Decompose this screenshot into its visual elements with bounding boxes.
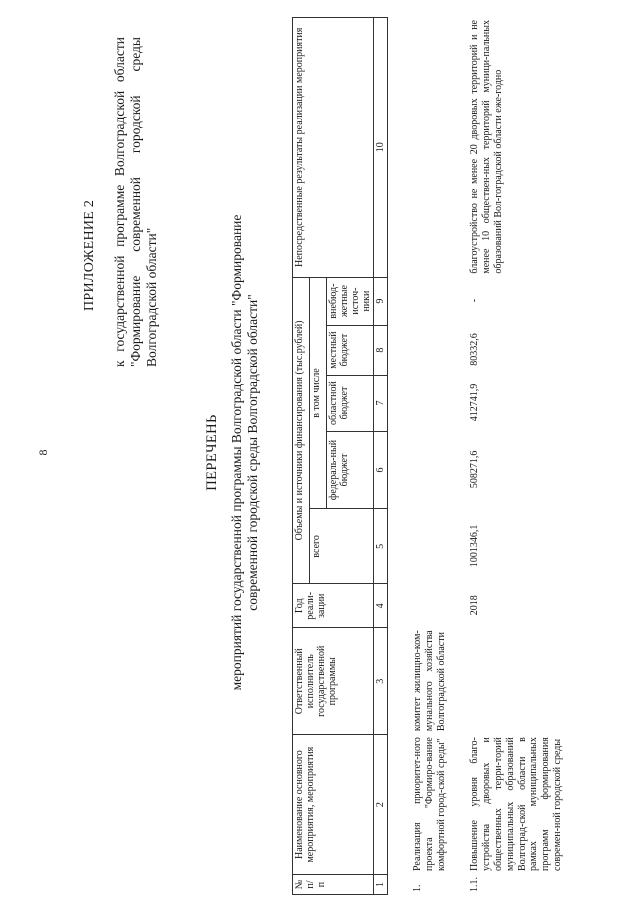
column-number: 4: [374, 584, 388, 628]
appendix-block: [82, 37, 161, 367]
header-regional: областной бюджет: [327, 375, 374, 431]
appendix-text: к государственной программе Волгоградской области "Формирование современной городской среды Волгоградской области": [112, 37, 160, 367]
document-title: ПЕРЕЧЕНЬ: [204, 414, 220, 491]
row-federal: 508271,6: [469, 450, 481, 489]
column-number: 2: [374, 735, 388, 875]
table-row: [469, 17, 563, 895]
row-num: 1.: [412, 884, 423, 892]
header-num: № п/п: [293, 875, 374, 895]
table-row: [412, 17, 469, 895]
header-name: Наименование основного мероприятия, мероприятия: [293, 735, 374, 875]
document-subtitle: мероприятий государственной программы Волгоградской области "Формирование современной городской среды Волгоградской области": [229, 214, 261, 691]
row-name: Реализация приоритет-ного проекта "Формиро-вание комфортной город-ской среды": [412, 737, 447, 871]
row-year: [412, 583, 469, 627]
column-number: 5: [374, 509, 388, 584]
column-number: 8: [374, 325, 388, 375]
row-name: Повышение уровня благо-устройства дворовых и общественных терри-торий муниципальных образований Волгоград-ской области в рамках муниципальных программ формирования современ-ной городской среды: [469, 737, 563, 871]
header-extrabudget: внебюд-жетные источ-ники: [327, 277, 374, 325]
measures-table-body: [412, 17, 564, 895]
column-number: 1: [374, 875, 388, 895]
row-results: [412, 17, 469, 277]
row-executor: комитет жилищно-ком-мунального хозяйства Волгоградской области: [412, 630, 447, 732]
column-number: 7: [374, 375, 388, 431]
header-executor: Ответственный исполнитель государственной программы: [293, 628, 374, 735]
row-regional: 412741,9: [469, 383, 481, 422]
row-year: 2018: [469, 595, 481, 616]
row-extrabudget: [412, 277, 469, 325]
row-federal: [412, 430, 469, 508]
header-year: Год реали-зации: [293, 584, 374, 628]
row-local: [412, 325, 469, 375]
row-regional: [412, 374, 469, 430]
page-number: 8: [36, 449, 50, 456]
header-funding: Объемы и источники финансирования (тыс.рублей): [293, 277, 310, 584]
measures-table-header: [292, 17, 388, 895]
column-number: 9: [374, 277, 388, 325]
header-local: местный бюджет: [327, 325, 374, 375]
row-total: 1001346,1: [469, 524, 481, 568]
column-number: 10: [374, 18, 388, 278]
row-results: благоустройство не менее 20 дворовых территорий и не менее 10 обществен-ных территорий муници-пальных образований Вол-гоградской области еже-годно: [469, 20, 504, 274]
header-federal: федераль-ный бюджет: [327, 431, 374, 509]
column-number: 6: [374, 431, 388, 509]
appendix-title: ПРИЛОЖЕНИЕ 2: [82, 199, 97, 311]
row-executor: [469, 627, 563, 734]
row-total: [412, 508, 469, 583]
row-num: 1.1.: [469, 877, 481, 892]
row-local: 80332,6: [469, 333, 481, 366]
row-extrabudget: -: [469, 298, 481, 303]
column-number-row: [374, 18, 388, 895]
column-number: 3: [374, 628, 388, 735]
header-total: всего: [310, 509, 374, 584]
document-heading: [204, 0, 261, 905]
header-results: Непосредственные результаты реализации мероприятия: [293, 18, 374, 278]
header-including: в том числе: [310, 277, 327, 509]
